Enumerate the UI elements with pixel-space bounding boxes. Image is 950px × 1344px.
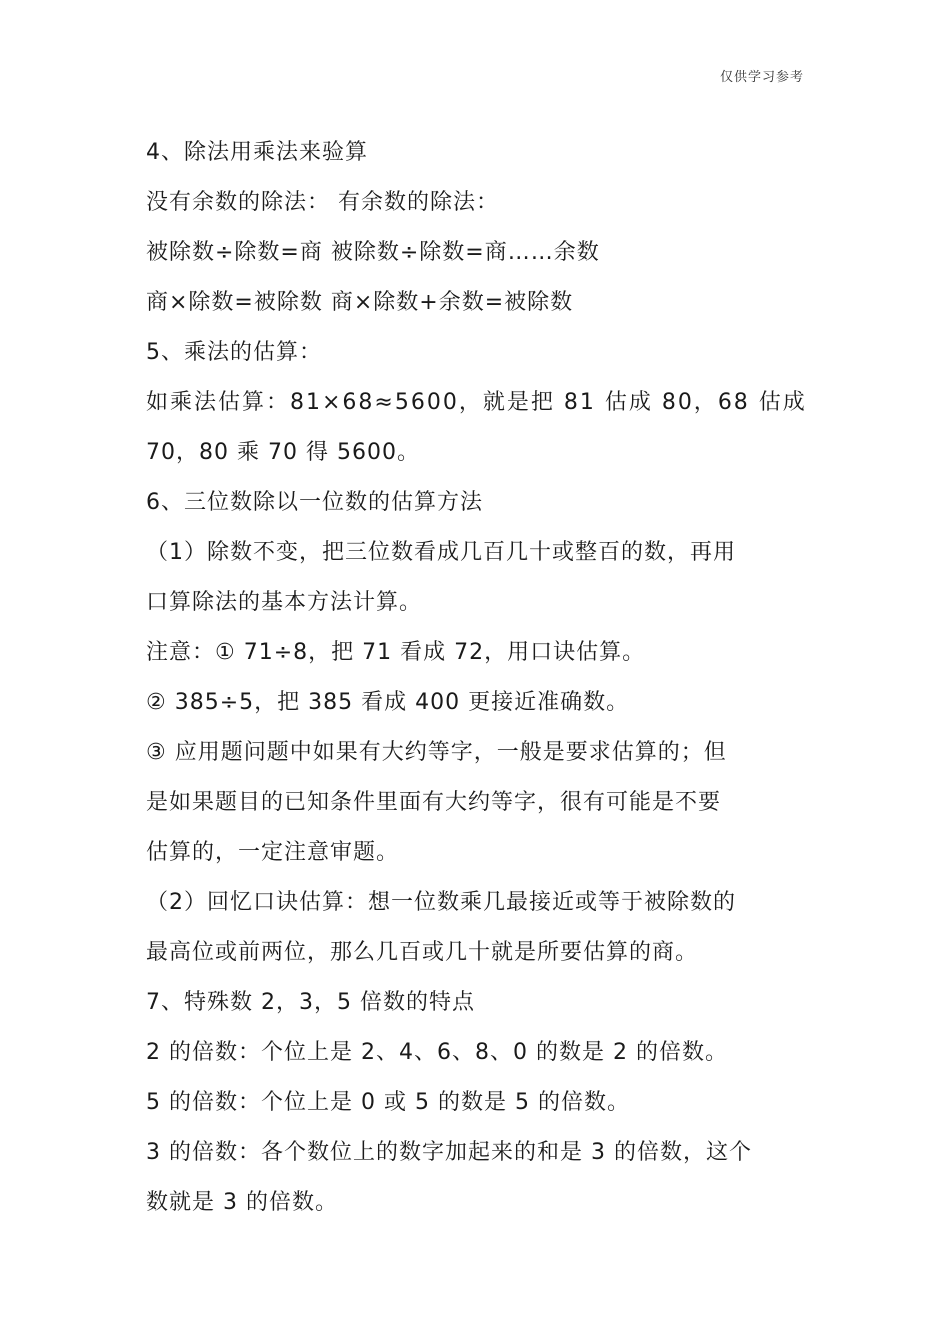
text-line: ③ 应用题问题中如果有大约等字，一般是要求估算的；但: [146, 740, 727, 765]
document-body: [146, 128, 806, 1228]
text-line: 是如果题目的已知条件里面有大约等字，很有可能是不要: [146, 790, 722, 815]
text-line: 没有余数的除法： 有余数的除法：: [146, 190, 499, 215]
text-line: 4、除法用乘法来验算: [146, 140, 368, 165]
text-line: 口算除法的基本方法计算。: [146, 590, 423, 615]
text-line: 70，80 乘 70 得 5600。: [146, 440, 420, 465]
text-line: 最高位或前两位，那么几百或几十就是所要估算的商。: [146, 940, 699, 965]
text-line: 5、乘法的估算：: [146, 340, 322, 365]
text-line: （2）回忆口诀估算：想一位数乘几最接近或等于被除数的: [146, 890, 736, 915]
header-note: 仅供学习参考: [719, 70, 804, 85]
text-line: 6、三位数除以一位数的估算方法: [146, 490, 483, 515]
text-line: 7、特殊数 2，3，5 倍数的特点: [146, 990, 475, 1015]
text-line: 注意：① 71÷8，把 71 看成 72，用口诀估算。: [146, 640, 646, 665]
text-line: 商×除数=被除数 商×除数+余数=被除数: [146, 290, 574, 315]
text-line: 数就是 3 的倍数。: [146, 1190, 338, 1215]
text-line: 估算的，一定注意审题。: [146, 840, 400, 865]
text-line: 3 的倍数：各个数位上的数字加起来的和是 3 的倍数，这个: [146, 1140, 752, 1165]
text-line: 2 的倍数：个位上是 2、4、6、8、0 的数是 2 的倍数。: [146, 1040, 728, 1065]
text-line: ② 385÷5，把 385 看成 400 更接近准确数。: [146, 690, 630, 715]
text-line: 5 的倍数：个位上是 0 或 5 的数是 5 的倍数。: [146, 1090, 630, 1115]
text-line: 被除数÷除数=商 被除数÷除数=商……余数: [146, 240, 600, 265]
text-line: 如乘法估算：81×68≈5600，就是把 81 估成 80，68 估成: [146, 390, 807, 415]
text-line: （1）除数不变，把三位数看成几百几十或整百的数，再用: [146, 540, 736, 565]
